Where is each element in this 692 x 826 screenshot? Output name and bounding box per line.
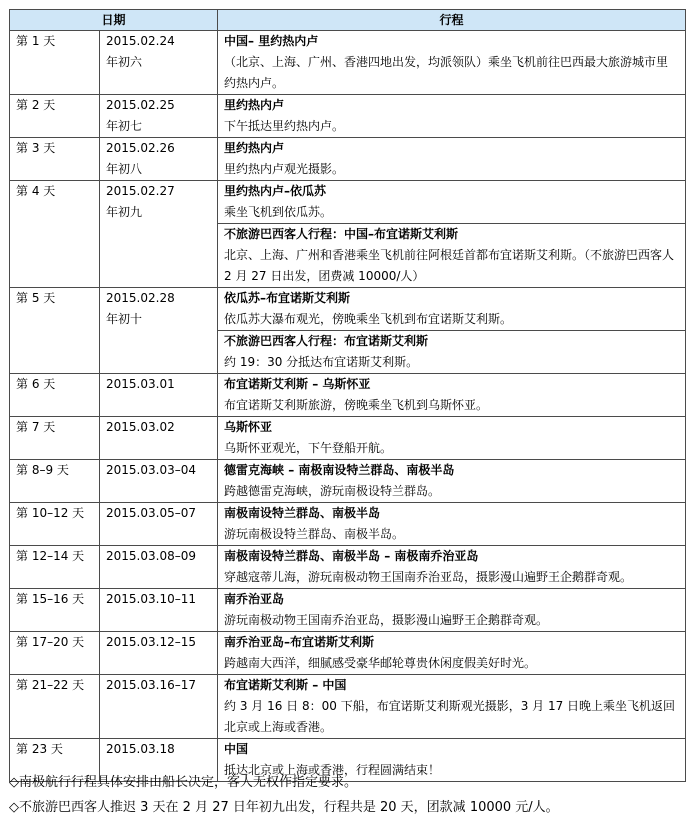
date-value: 2015.03.16–17 — [106, 678, 196, 692]
segment-title: 南极南设特兰群岛、南极半岛 – 南极南乔治亚岛 — [224, 549, 479, 563]
day-cell: 第 4 天 — [10, 181, 100, 288]
table-header-row — [10, 10, 686, 31]
segment-title: 不旅游巴西客人行程：布宜诺斯艾利斯 — [224, 334, 429, 348]
itinerary-column-header: 行程 — [218, 10, 686, 31]
date-value: 2015.03.05–07 — [106, 506, 196, 520]
segment-title: 布宜诺斯艾利斯 – 中国 — [224, 678, 347, 692]
day-cell: 第 2 天 — [10, 95, 100, 138]
lunar-date: 年初八 — [106, 162, 143, 176]
note-brazil-skip: ◇不旅游巴西客人推迟 3 天在 2 月 27 日年初九出发，行程共是 20 天，团款减 10000 元/人。 — [9, 800, 559, 815]
segment-text: 游玩南极动物王国南乔治亚岛，摄影漫山遍野王企鹅群奇观。 — [224, 613, 549, 627]
date-cell — [100, 288, 218, 374]
itinerary-cell — [218, 675, 686, 739]
day-cell: 第 23 天 — [10, 739, 100, 782]
day-cell: 第 8–9 天 — [10, 460, 100, 503]
itinerary-cell — [218, 181, 686, 224]
table-row — [10, 138, 686, 181]
day-cell: 第 10–12 天 — [10, 503, 100, 546]
date-value: 2015.02.24 — [106, 34, 175, 48]
itinerary-cell — [218, 95, 686, 138]
table-row — [10, 417, 686, 460]
itinerary-table — [9, 9, 686, 782]
segment-text: 依瓜苏大瀑布观光，傍晚乘坐飞机到布宜诺斯艾利斯。 — [224, 312, 513, 326]
date-value: 2015.02.25 — [106, 98, 175, 112]
date-cell — [100, 503, 218, 546]
segment-title: 中国– 里约热内卢 — [224, 34, 319, 48]
date-value: 2015.03.08–09 — [106, 549, 196, 563]
day-cell: 第 7 天 — [10, 417, 100, 460]
note-captain-decision: ◇南极航行行程具体安排由船长决定，客人无权作指定要求。 — [9, 775, 357, 790]
segment-text: （北京、上海、广州、香港四地出发，均派领队）乘坐飞机前往巴西最大旅游城市里约热内卢。 — [224, 55, 669, 90]
itinerary-cell — [218, 138, 686, 181]
day-cell: 第 1 天 — [10, 31, 100, 95]
day-cell: 第 21–22 天 — [10, 675, 100, 739]
date-cell — [100, 95, 218, 138]
day-cell: 第 3 天 — [10, 138, 100, 181]
day-cell: 第 15–16 天 — [10, 589, 100, 632]
day-cell: 第 5 天 — [10, 288, 100, 374]
segment-title: 中国 — [224, 742, 249, 756]
table-row — [10, 31, 686, 95]
segment-text: 下午抵达里约热内卢。 — [224, 119, 345, 133]
table-row — [10, 503, 686, 546]
table-row — [10, 374, 686, 417]
date-cell — [100, 675, 218, 739]
segment-title: 南乔治亚岛–布宜诺斯艾利斯 — [224, 635, 375, 649]
segment-text: 穿越寇蒂儿海，游玩南极动物王国南乔治亚岛，摄影漫山遍野王企鹅群奇观。 — [224, 570, 633, 584]
segment-title: 里约热内卢–依瓜苏 — [224, 184, 327, 198]
date-value: 2015.03.18 — [106, 742, 175, 756]
segment-text: 乌斯怀亚观光，下午登船开航。 — [224, 441, 393, 455]
itinerary-cell — [218, 331, 686, 374]
itinerary-cell — [218, 589, 686, 632]
date-cell — [100, 181, 218, 288]
day-cell: 第 6 天 — [10, 374, 100, 417]
lunar-date: 年初十 — [106, 312, 143, 326]
table-row — [10, 288, 686, 331]
segment-title: 南乔治亚岛 — [224, 592, 285, 606]
date-cell — [100, 138, 218, 181]
day-cell: 第 17–20 天 — [10, 632, 100, 675]
itinerary-cell — [218, 374, 686, 417]
segment-title: 乌斯怀亚 — [224, 420, 273, 434]
date-value: 2015.03.02 — [106, 420, 175, 434]
segment-text: 跨越南大西洋，细腻感受豪华邮轮尊贵休闲度假美好时光。 — [224, 656, 537, 670]
date-cell — [100, 546, 218, 589]
date-value: 2015.03.10–11 — [106, 592, 196, 606]
date-value: 2015.03.01 — [106, 377, 175, 391]
segment-text: 约 3 月 16 日 8：00 下船，布宜诺斯艾利斯观光摄影，3 月 17 日晚上乘坐飞机返回北京或上海或香港。 — [224, 699, 676, 734]
date-cell — [100, 374, 218, 417]
itinerary-cell — [218, 288, 686, 331]
date-cell — [100, 589, 218, 632]
date-value: 2015.02.28 — [106, 291, 175, 305]
segment-text: 乘坐飞机到依瓜苏。 — [224, 205, 333, 219]
lunar-date: 年初九 — [106, 205, 143, 219]
segment-title: 南极南设特兰群岛、南极半岛 — [224, 506, 381, 520]
date-value: 2015.03.12–15 — [106, 635, 196, 649]
lunar-date: 年初七 — [106, 119, 143, 133]
lunar-date: 年初六 — [106, 55, 143, 69]
table-row — [10, 546, 686, 589]
itinerary-cell — [218, 417, 686, 460]
table-row — [10, 589, 686, 632]
segment-title: 里约热内卢 — [224, 141, 285, 155]
date-value: 2015.03.03–04 — [106, 463, 196, 477]
notes — [9, 770, 689, 820]
date-value: 2015.02.27 — [106, 184, 175, 198]
itinerary-cell — [218, 503, 686, 546]
date-cell — [100, 460, 218, 503]
itinerary-cell — [218, 546, 686, 589]
segment-text: 约 19：30 分抵达布宜诺斯艾利斯。 — [224, 355, 419, 369]
segment-text: 布宜诺斯艾利斯旅游，傍晚乘坐飞机到乌斯怀亚。 — [224, 398, 489, 412]
table-row — [10, 460, 686, 503]
date-cell — [100, 632, 218, 675]
itinerary-cell — [218, 224, 686, 288]
date-column-header: 日期 — [10, 10, 218, 31]
date-cell — [100, 417, 218, 460]
table-row — [10, 95, 686, 138]
segment-text: 抵达北京或上海或香港，行程圆满结束！ — [224, 763, 441, 777]
segment-title: 不旅游巴西客人行程：中国–布宜诺斯艾利斯 — [224, 227, 459, 241]
date-value: 2015.02.26 — [106, 141, 175, 155]
segment-title: 依瓜苏–布宜诺斯艾利斯 — [224, 291, 351, 305]
segment-text: 跨越德雷克海峡，游玩南极设特兰群岛。 — [224, 484, 441, 498]
table-row — [10, 181, 686, 224]
segment-text: 游玩南极设特兰群岛、南极半岛。 — [224, 527, 405, 541]
day-cell: 第 12–14 天 — [10, 546, 100, 589]
segment-title: 里约热内卢 — [224, 98, 285, 112]
date-cell — [100, 31, 218, 95]
itinerary-cell — [218, 31, 686, 95]
segment-text: 北京、上海、广州和香港乘坐飞机前往阿根廷首都布宜诺斯艾利斯。（不旅游巴西客人 2 月 27 日出发，团费减 10000/人） — [224, 248, 675, 283]
table-row — [10, 632, 686, 675]
segment-title: 德雷克海峡 – 南极南设特兰群岛、南极半岛 — [224, 463, 455, 477]
segment-title: 布宜诺斯艾利斯 – 乌斯怀亚 — [224, 377, 371, 391]
table-row — [10, 675, 686, 739]
itinerary-cell — [218, 632, 686, 675]
segment-text: 里约热内卢观光摄影。 — [224, 162, 345, 176]
itinerary-cell — [218, 460, 686, 503]
itinerary-rows — [10, 31, 686, 782]
